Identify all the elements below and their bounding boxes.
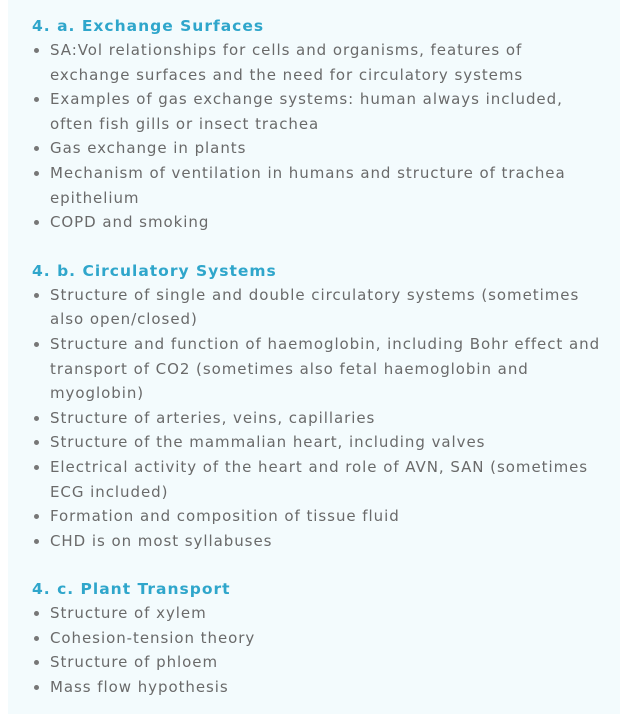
list-item-text: Examples of gas exchange systems: human always included, often fish gills or insect trachea [50,90,563,133]
section-circulatory-systems [32,259,620,554]
list-item [32,455,620,504]
bullet-icon [34,440,39,445]
section-heading: 4. a. Exchange Surfaces [32,17,265,35]
bullet-icon [34,48,39,53]
list-item-text: Structure of single and double circulatory systems (sometimes also open/closed) [50,285,580,329]
list-item-text: CHD is on most syllabuses [50,531,273,550]
bullet-list [32,38,620,235]
syllabus-panel [8,0,620,714]
bullet-icon [34,636,39,641]
list-item-text: Structure of xylem [50,604,207,623]
list-item-text: Structure and function of haemoglobin, including Bohr effect and transport of CO2 (sometimes also fetal haemoglobin and myoglobin) [50,334,601,403]
list-item-text: Mass flow hypothesis [50,678,229,697]
list-item-text: Structure of arteries, veins, capillaries [50,408,376,427]
list-item [32,626,620,651]
section-exchange-surfaces [32,14,620,235]
bullet-icon [34,171,39,176]
list-item [32,161,620,210]
bullet-icon [34,611,39,616]
list-item [32,430,620,455]
list-item [32,38,620,87]
section-heading: 4. c. Plant Transport [32,580,231,599]
section-heading: 4. b. Circulatory Systems [32,261,277,280]
list-item [32,675,620,700]
list-item [32,406,620,431]
bullet-icon [34,97,39,102]
bullet-icon [34,416,39,421]
bullet-icon [34,660,39,665]
list-item [32,504,620,529]
list-item [32,87,620,136]
list-item-text: Mechanism of ventilation in humans and structure of trachea epithelium [50,163,566,207]
bullet-icon [34,146,39,151]
bullet-icon [34,220,39,225]
list-item-text: Structure of the mammalian heart, including valves [50,433,486,452]
list-item-text: COPD and smoking [50,213,210,232]
bullet-icon [34,539,39,544]
bullet-list [32,283,620,554]
list-item-text: Formation and composition of tissue fluid [50,507,400,526]
bullet-icon [34,293,39,298]
bullet-list [32,601,620,699]
list-item-text: SA:Vol relationships for cells and organisms, features of exchange surfaces and the need for circulatory systems [50,41,524,84]
bullet-icon [34,342,39,347]
bullet-icon [34,514,39,519]
list-item [32,529,620,554]
list-item [32,601,620,626]
list-item [32,283,620,332]
list-item-text: Structure of phloem [50,653,219,672]
list-item [32,650,620,675]
list-item [32,332,620,406]
list-item-text: Electrical activity of the heart and role of AVN, SAN (sometimes ECG included) [50,457,589,501]
bullet-icon [34,465,39,470]
list-item [32,136,620,161]
list-item-text: Cohesion-tension theory [50,628,256,647]
bullet-icon [34,685,39,690]
section-plant-transport [32,577,620,699]
list-item [32,210,620,235]
list-item-text: Gas exchange in plants [50,139,247,158]
